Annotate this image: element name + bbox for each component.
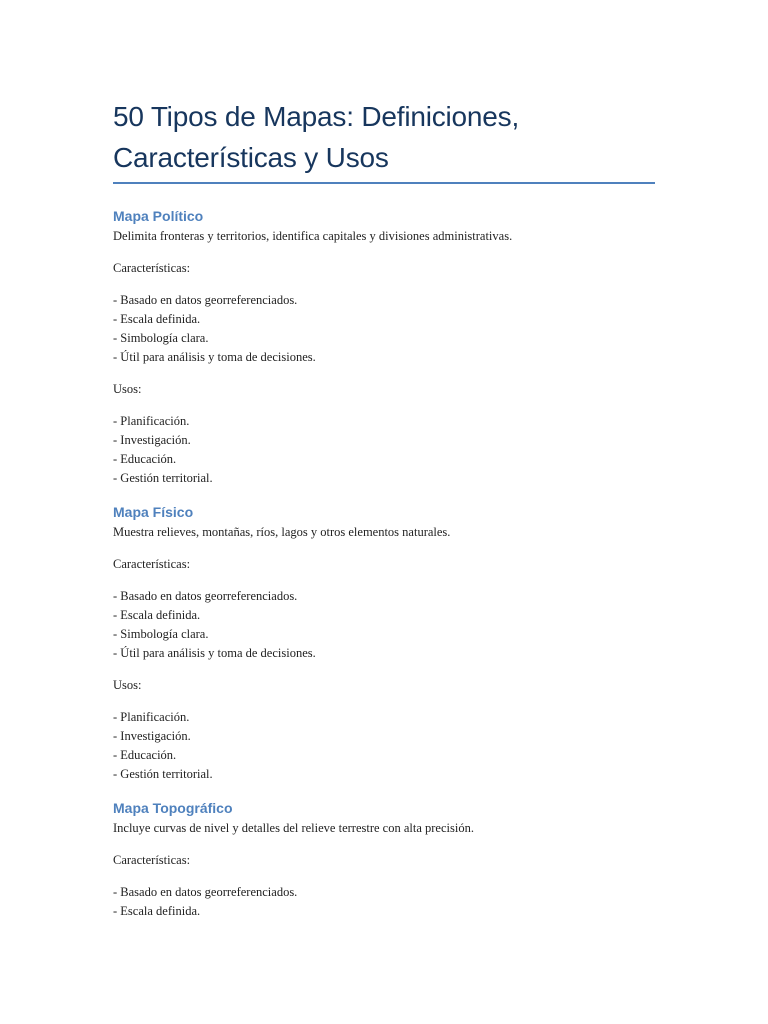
features-label: Características: (113, 557, 191, 571)
list-item: - Planificación. (113, 412, 655, 431)
list-item: - Gestión territorial. (113, 469, 655, 488)
uses-list (113, 412, 655, 488)
list-item: - Simbología clara. (113, 625, 655, 644)
features-list (113, 587, 655, 663)
list-item: - Útil para análisis y toma de decisiones. (113, 348, 655, 367)
list-item: - Escala definida. (113, 310, 655, 329)
list-item: - Útil para análisis y toma de decisiones. (113, 644, 655, 663)
section-mapa-topografico (113, 797, 655, 921)
list-item: - Basado en datos georreferenciados. (113, 587, 655, 606)
document-title-line-2: Características y Usos (113, 142, 389, 173)
uses-label: Usos: (113, 678, 142, 692)
document-title (113, 96, 655, 178)
list-item: - Investigación. (113, 727, 655, 746)
document-title-line-1: 50 Tipos de Mapas: Definiciones, (113, 101, 520, 132)
list-item: - Planificación. (113, 708, 655, 727)
features-list (113, 883, 655, 921)
list-item: - Educación. (113, 746, 655, 765)
section-heading: Mapa Topográfico (113, 800, 233, 816)
list-item: - Escala definida. (113, 606, 655, 625)
features-label: Características: (113, 261, 191, 275)
section-mapa-fisico (113, 501, 655, 784)
section-heading: Mapa Físico (113, 504, 194, 520)
section-description: Incluye curvas de nivel y detalles del relieve terrestre con alta precisión. (113, 821, 474, 835)
list-item: - Basado en datos georreferenciados. (113, 883, 655, 902)
section-mapa-politico (113, 205, 655, 488)
list-item: - Gestión territorial. (113, 765, 655, 784)
document-page (113, 96, 655, 934)
features-list (113, 291, 655, 367)
list-item: - Simbología clara. (113, 329, 655, 348)
list-item: - Basado en datos georreferenciados. (113, 291, 655, 310)
section-description: Muestra relieves, montañas, ríos, lagos y otros elementos naturales. (113, 525, 451, 539)
list-item: - Investigación. (113, 431, 655, 450)
uses-label: Usos: (113, 382, 142, 396)
section-heading: Mapa Político (113, 208, 204, 224)
list-item: - Educación. (113, 450, 655, 469)
title-divider (113, 182, 655, 184)
section-description: Delimita fronteras y territorios, identifica capitales y divisiones administrativas. (113, 229, 513, 243)
uses-list (113, 708, 655, 784)
list-item: - Escala definida. (113, 902, 655, 921)
features-label: Características: (113, 853, 191, 867)
